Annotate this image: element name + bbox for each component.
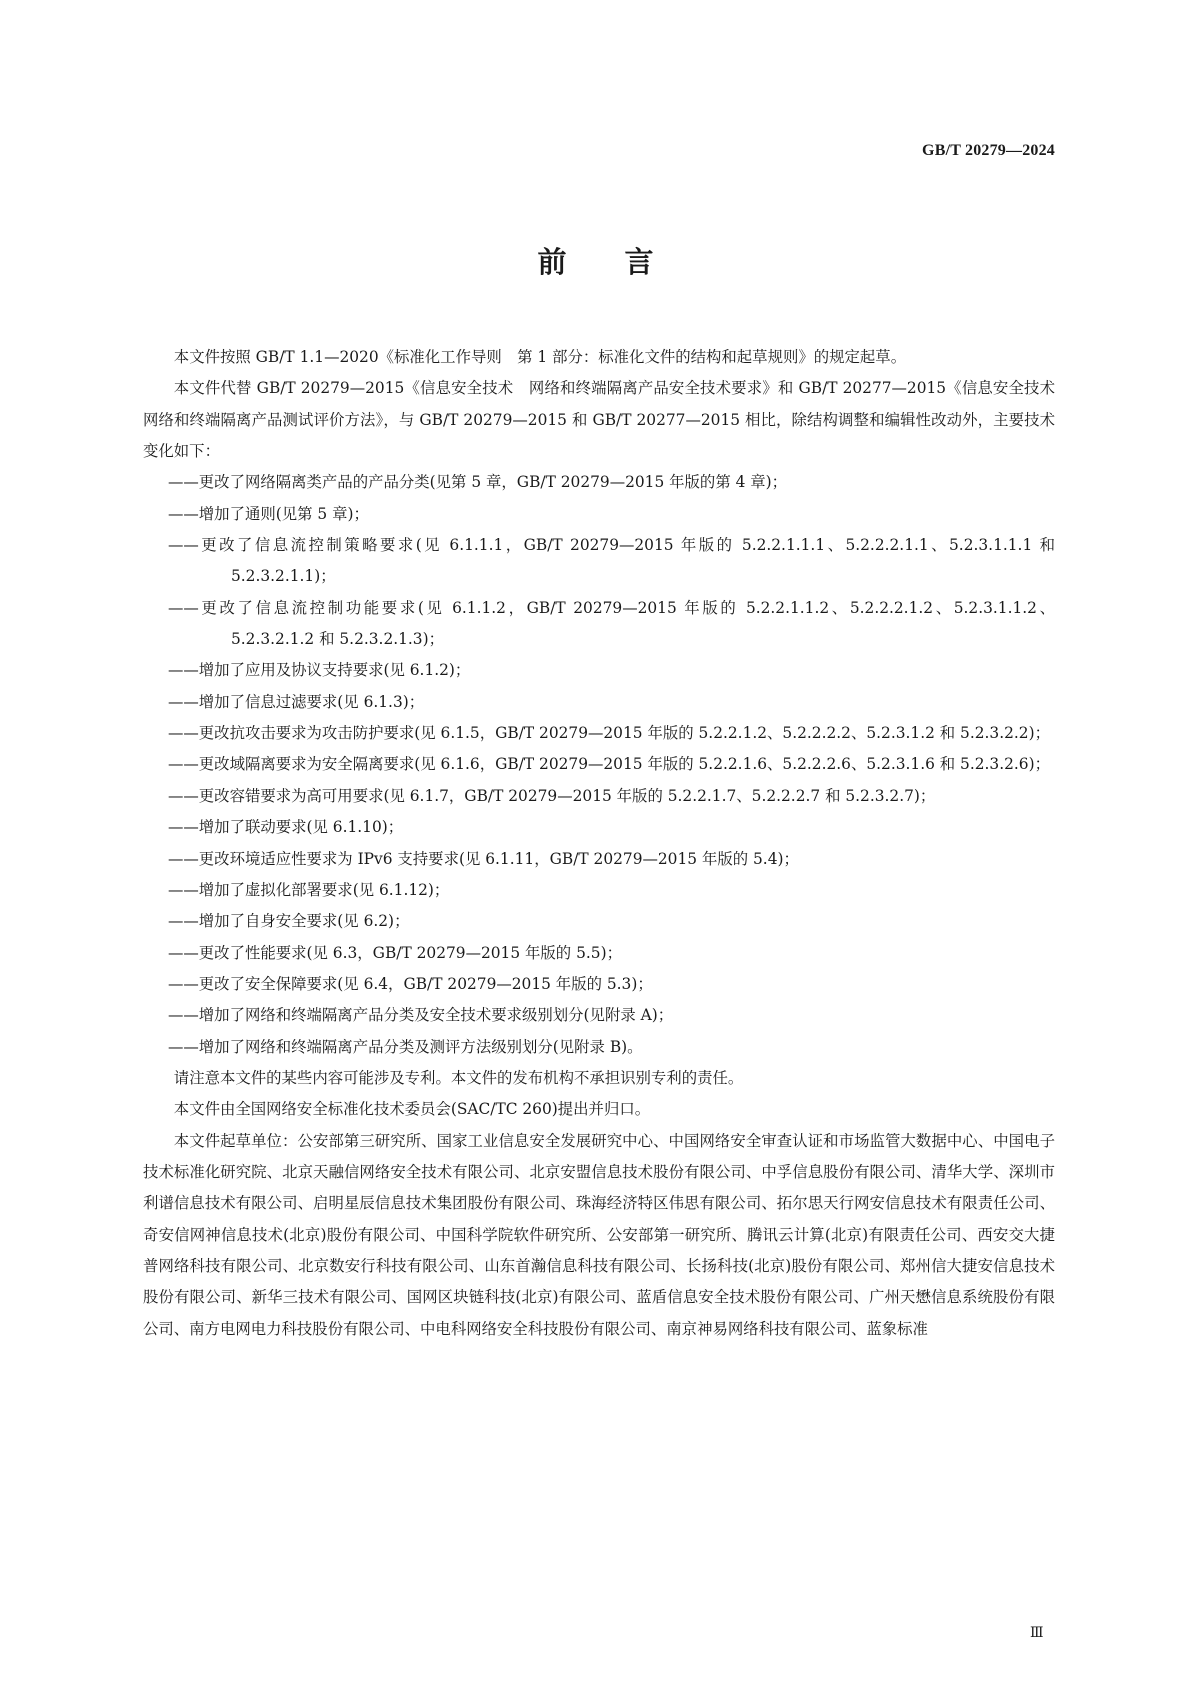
foreword-body	[143, 342, 1071, 1345]
change-item: ——增加了通则(见第 5 章)；	[168, 504, 369, 523]
change-item: ——更改了信息流控制功能要求(见 6.1.1.2，GB/T 20279—2015 年版的 5.2.2.1.1.2、5.2.2.2.1.2、5.2.3.1.1.2、5.2.3.2.1.2 和 5.2.3.2.1.3)；	[168, 598, 1055, 649]
change-item: ——增加了网络和终端隔离产品分类及安全技术要求级别划分(见附录 A)；	[168, 1006, 674, 1025]
change-item: ——更改域隔离要求为安全隔离要求(见 6.1.6，GB/T 20279—2015 年版的 5.2.2.1.6、5.2.2.2.6、5.2.3.1.6 和 5.2.3.2.6)；	[168, 755, 1050, 774]
change-item: ——增加了信息过滤要求(见 6.1.3)；	[168, 692, 425, 711]
change-item: ——更改环境适应性要求为 IPv6 支持要求(见 6.1.11，GB/T 20279—2015 年版的 5.4)；	[168, 849, 799, 868]
patent-notice-paragraph: 请注意本文件的某些内容可能涉及专利。本文件的发布机构不承担识别专利的责任。	[173, 1068, 744, 1087]
change-item: ——增加了网络和终端隔离产品分类及测评方法级别划分(见附录 B)。	[168, 1037, 643, 1056]
change-item: ——更改了性能要求(见 6.3，GB/T 20279—2015 年版的 5.5)；	[168, 943, 622, 962]
change-item: ——更改了网络隔离类产品的产品分类(见第 5 章，GB/T 20279—2015 年版的第 4 章)；	[168, 473, 788, 492]
change-item: ——增加了虚拟化部署要求(见 6.1.12)；	[168, 880, 450, 899]
proposer-paragraph: 本文件由全国网络安全标准化技术委员会(SAC/TC 260)提出并归口。	[173, 1100, 651, 1119]
change-item: ——更改了信息流控制策略要求(见 6.1.1.1，GB/T 20279—2015 年版的 5.2.2.1.1.1、5.2.2.2.1.1、5.2.3.1.1.1 和 5.2.3.2.1.1)；	[168, 536, 1055, 586]
change-item: ——增加了自身安全要求(见 6.2)；	[168, 912, 410, 931]
change-item: ——增加了联动要求(见 6.1.10)；	[168, 818, 404, 837]
page-title: 前言	[537, 245, 712, 279]
drafting-rule-paragraph: 本文件按照 GB/T 1.1—2020《标准化工作导则 第 1 部分：标准化文件的结构和起草规则》的规定起草。	[173, 348, 907, 366]
document-code: GB/T 20279—2024	[922, 142, 1055, 159]
change-item: ——更改抗攻击要求为攻击防护要求(见 6.1.5，GB/T 20279—2015 年版的 5.2.2.1.2、5.2.2.2.2、5.2.3.1.2 和 5.2.3.2.2)；	[168, 724, 1050, 743]
change-item: ——增加了应用及协议支持要求(见 6.1.2)；	[168, 661, 471, 680]
technical-changes-list	[143, 467, 1055, 1063]
replacement-paragraph: 本文件代替 GB/T 20279—2015《信息安全技术 网络和终端隔离产品安全技术要求》和 GB/T 20277—2015《信息安全技术 网络和终端隔离产品测试评价方法》，与 GB/T 20279—2015 和 GB/T 20277—2015 相比，除结构调整和编辑性改动外，主要技术变化如下：	[143, 379, 1071, 461]
drafting-units-paragraph: 本文件起草单位：公安部第三研究所、国家工业信息安全发展研究中心、中国网络安全审查认证和市场监管大数据中心、中国电子技术标准化研究院、北京天融信网络安全技术有限公司、北京安盟信息技术股份有限公司、中孚信息股份有限公司、清华大学、深圳市利谱信息技术有限公司、启明星辰信息技术集团股份有限公司、珠海经济特区伟思有限公司、拓尔思天行网安信息技术有限责任公司、奇安信网神信息技术(北京)股份有限公司、中国科学院软件研究所、公安部第一研究所、腾讯云计算(北京)有限责任公司、西安交大捷普网络科技有限公司、北京数安行科技有限公司、山东首瀚信息科技有限公司、长扬科技(北京)股份有限公司、郑州信大捷安信息技术股份有限公司、新华三技术有限公司、国网区块链科技(北京)有限公司、蓝盾信息安全技术股份有限公司、广州天懋信息系统股份有限公司、南方电网电力科技股份有限公司、中电科网络安全科技股份有限公司、南京神易网络科技有限公司、蓝象标准	[143, 1131, 1055, 1338]
change-item: ——更改容错要求为高可用要求(见 6.1.7，GB/T 20279—2015 年版的 5.2.2.1.7、5.2.2.2.7 和 5.2.3.2.7)；	[168, 786, 936, 805]
page-number: Ⅲ	[1030, 1626, 1044, 1641]
change-item: ——更改了安全保障要求(见 6.4，GB/T 20279—2015 年版的 5.3)；	[168, 974, 653, 993]
